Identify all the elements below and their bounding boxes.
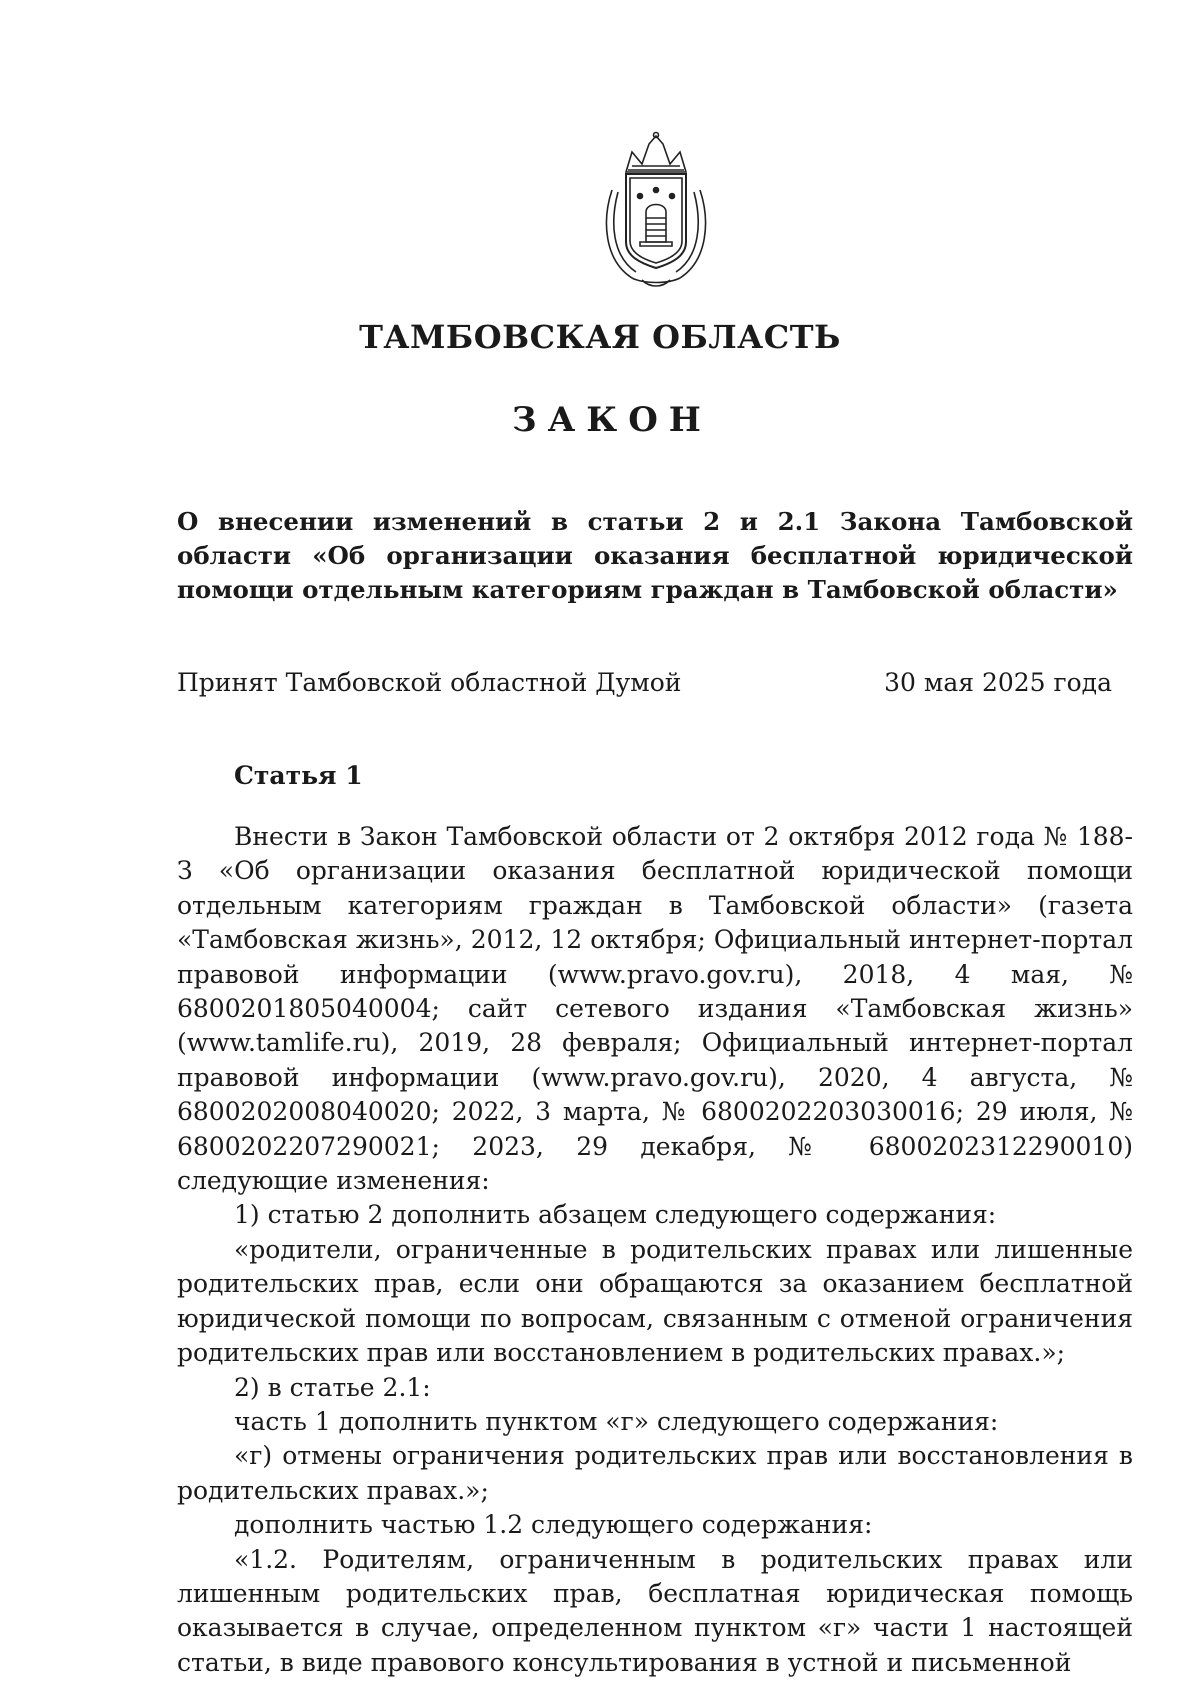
article-paragraph: Внести в Закон Тамбовской области от 2 октября 2012 года № 188-З «Об организации оказания бесплатной юридической помощи отдельным категориям граждан в Тамбовской области» (газета «Тамбовская жизнь», 2012, 12 октября; Официальный интернет-портал правовой информации (www.pravo.gov.ru), 2018, 4 мая, № 6800201805040004; сайт сетевого издания «Тамбовская жизнь» (www.tamlife.ru), 2019, 28 февраля; Официальный интернет-портал правовой информации (www.pravo.gov.ru), 2020, 4 августа, № 6800202008040020; 2022, 3 марта, № 6800202203030016; 29 июля, № 6800202207290021; 2023, 29 декабря, № 6800202312290010) следующие изменения: (177, 822, 1133, 1196)
adopted-by: Принят Тамбовской областной Думой (177, 668, 682, 697)
tambov-coat-of-arms-icon (592, 130, 720, 290)
article-paragraph: 1) статью 2 дополнить абзацем следующего содержания: (234, 1200, 997, 1230)
article-paragraph: дополнить частью 1.2 следующего содержания: (234, 1510, 873, 1540)
region-name: ТАМБОВСКАЯ ОБЛАСТЬ (359, 318, 841, 356)
article-paragraph: «г) отмены ограничения родительских прав или восстановления в родительских правах.»; (177, 1441, 1133, 1505)
article-body (177, 820, 1133, 1680)
adoption-date: 30 мая 2025 года (884, 668, 1112, 697)
article-paragraph: «родители, ограниченные в родительских правах или лишенные родительских прав, если они обращаются за оказанием бесплатной юридической помощи по вопросам, связанным с отменой ограничения родительских прав или восстановлением в родительских правах.»; (177, 1234, 1133, 1368)
article-paragraph: «1.2. Родителям, ограниченным в родительских правах или лишенным родительских прав, бесплатная юридическая помощь оказывается в случае, определенном пунктом «г» части 1 настоящей статьи, в виде правового консультирования в устной и письменной (177, 1544, 1133, 1677)
article-paragraph: часть 1 дополнить пунктом «г» следующего содержания: (234, 1406, 999, 1436)
article-paragraph: 2) в статье 2.1: (234, 1372, 431, 1402)
article-heading: Статья 1 (234, 761, 363, 790)
document-type: ЗАКОН (512, 400, 712, 440)
law-title: О внесении изменений в статьи 2 и 2.1 Закона Тамбовской области «Об организации оказания бесплатной юридической помощи отдельным категориям граждан в Тамбовской области» (177, 507, 1133, 604)
